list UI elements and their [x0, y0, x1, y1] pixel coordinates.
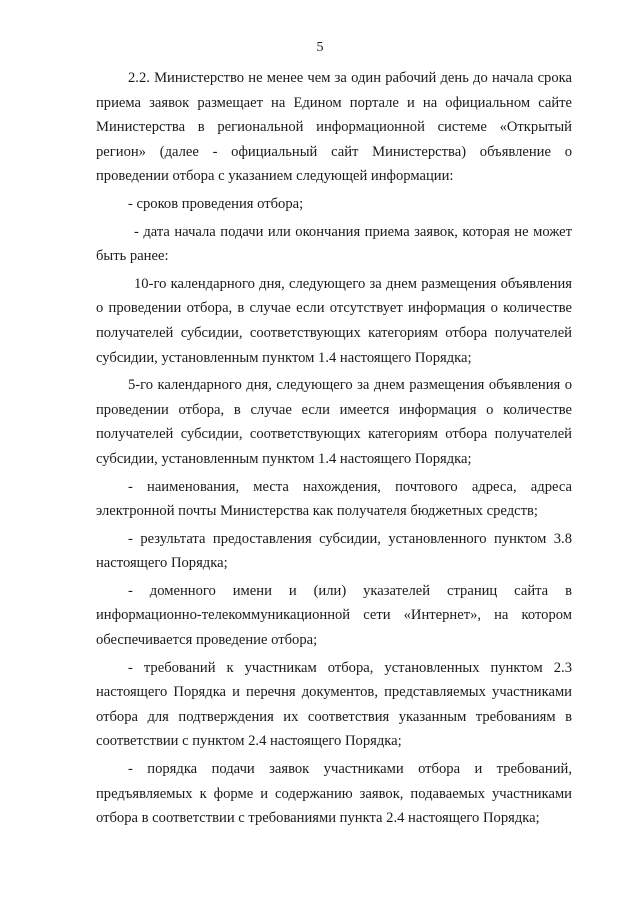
list-item-start-date: - дата начала подачи или окончания приема заявок, которая не может быть ранее: — [96, 223, 572, 265]
list-item-subsidy-result: - результата предоставления субсидии, установленного пунктом 3.8 настоящего Порядка; — [96, 530, 572, 572]
paragraph-5th-day: 5-го календарного дня, следующего за днем размещения объявления о проведении отбора, в случае если имеется информация о количестве получателей субсидии, соответствующих категориям отбора получателей субсидии, установленным пунктом 1.4 настоящего Порядка; — [96, 377, 572, 467]
list-item-ministry-name: - наименования, места нахождения, почтового адреса, адреса электронной почты Министерства как получателя бюджетных средств; — [96, 478, 572, 520]
list-item-application-procedure: - порядка подачи заявок участниками отбора и требований, предъявляемых к форме и содержанию заявок, подаваемых участниками отбора в соответствии с требованиями пункта 2.4 настоящего Порядка; — [96, 761, 572, 827]
list-item-domain-name: - доменного имени и (или) указателей страниц сайта в информационно-телекоммуникационной сети «Интернет», на котором обеспечивается проведение отбора; — [96, 582, 572, 649]
list-item-participant-requirements: - требований к участникам отбора, установленных пунктом 2.3 настоящего Порядка и перечня документов, представляемых участниками отбора для подтверждения их соответствия указанным требованиям в соответствии с пунктом 2.4 настоящего Порядка; — [96, 659, 572, 750]
page-number: 5 — [316, 40, 324, 55]
list-item-deadlines: - сроков проведения отбора; — [128, 195, 304, 212]
paragraph-2-2: 2.2. Министерство не менее чем за один рабочий день до начала срока приема заявок размещает на Едином портале и на официальном сайте Министерства в региональной информационной системе «Открытый регион» (далее - официальный сайт Министерства) объявление о проведении отбора с указанием следующей информации: — [96, 70, 572, 185]
paragraph-10th-day: 10-го календарного дня, следующего за днем размещения объявления о проведении отбора, в случае если отсутствует информация о количестве получателей субсидии, соответствующих категориям отбора получателей субсидии, установленным пунктом 1.4 настоящего Порядка; — [96, 275, 572, 366]
document-body — [96, 66, 572, 834]
